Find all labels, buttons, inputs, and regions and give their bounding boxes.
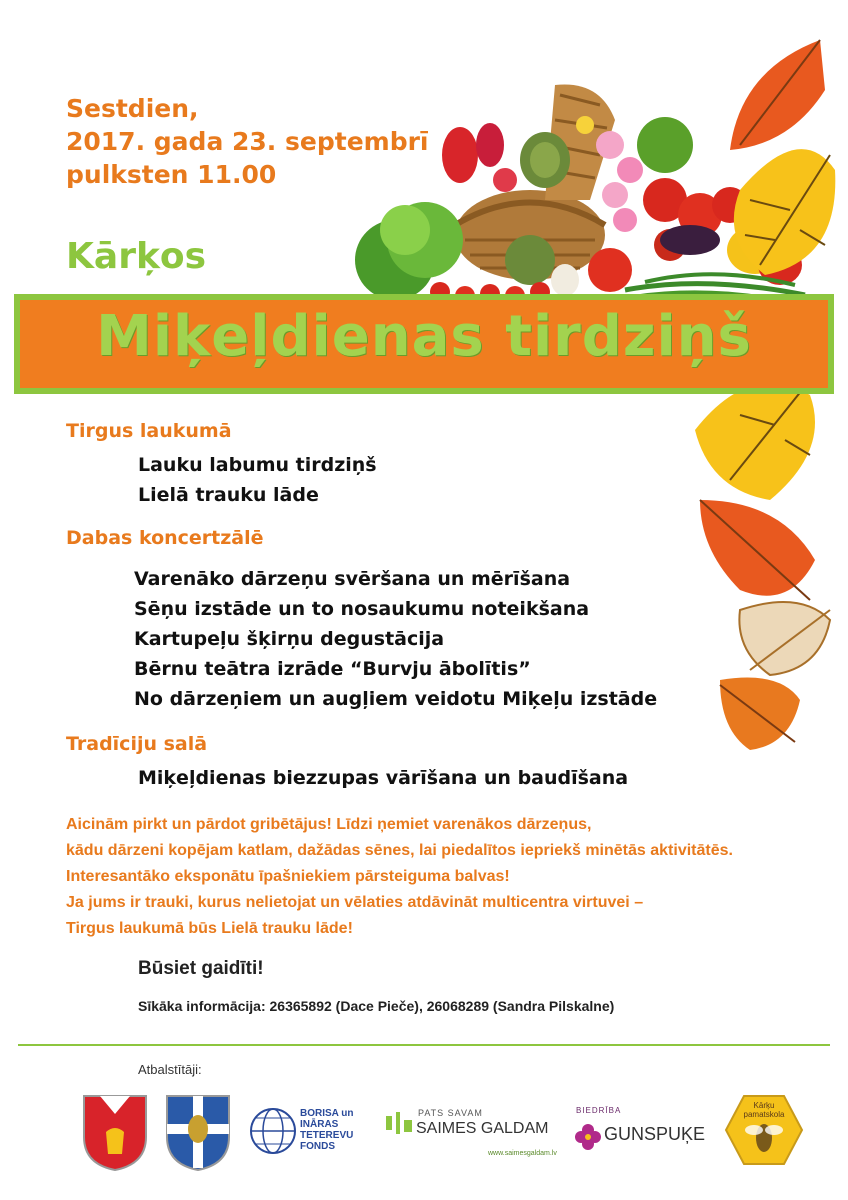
paragraph-line: Tirgus laukumā būs Lielā trauku lāde!: [66, 920, 353, 937]
saimes-galdam-logo: [380, 1108, 560, 1164]
activity-item: Kartupeļu šķirņu degustācija: [134, 628, 445, 650]
activity-item: Sēņu izstāde un to nosaukumu noteikšana: [134, 598, 590, 620]
divider-line: [18, 1044, 830, 1046]
section-heading-dabas: Dabas koncertzālē: [66, 527, 264, 549]
paragraph-line: Ja jums ir trauki, kurus nelietojat un vēlaties atdāvināt multicentra virtuvei –: [66, 894, 644, 911]
invitation-paragraph: [66, 812, 733, 942]
parish-coat-of-arms-logo: [163, 1092, 233, 1172]
sponsors-label: Atbalstītāji:: [138, 1062, 202, 1077]
date-line-1: Sestdien,: [66, 94, 199, 123]
karku-line-1: Kārķu: [753, 1101, 775, 1110]
section-heading-tirgus: Tirgus laukumā: [66, 420, 232, 442]
event-title: Miķeļdienas tirdziņš: [96, 304, 752, 369]
activity-item: Varenāko dārzeņu svēršana un mērīšana: [134, 568, 571, 590]
section-heading-tradiciju: Tradīciju salā: [66, 733, 208, 755]
paragraph-line: kādu dārzeni kopējam katlam, dažādas sēnes, lai piedalītos iepriekš minētās aktivitātēs.: [66, 842, 733, 859]
gunspuke-big-text: GUNSPUĶE: [604, 1124, 706, 1144]
welcome-text: Būsiet gaidīti!: [138, 958, 264, 979]
saimes-big-text: SAIMES GALDAM: [416, 1120, 549, 1137]
borisa-inaras-teterevu-fonds-logo: [248, 1104, 368, 1164]
activity-item: Miķeļdienas biezzupas vārīšana un baudīšana: [138, 767, 629, 789]
gunspuke-logo: [570, 1106, 720, 1162]
activity-item: Lauku labumu tirdziņš: [138, 454, 377, 476]
flower-icon: [572, 1120, 604, 1152]
date-line-2: 2017. gada 23. septembrī: [66, 127, 429, 156]
title-banner-inner: [20, 300, 828, 388]
borisa-line: INĀRAS: [300, 1119, 339, 1130]
paragraph-line: Aicinām pirkt un pārdot gribētājus! Līdzi ņemiet varenākos dārzeņus,: [66, 816, 592, 833]
contact-info: Sīkāka informācija: 26365892 (Dace Pieče), 26068289 (Sandra Pilskalne): [138, 998, 615, 1014]
globe-icon: [248, 1106, 298, 1156]
date-line-3: pulksten 11.00: [66, 160, 277, 189]
saimes-url-text: www.saimesgaldam.lv: [488, 1150, 557, 1157]
event-place: Kārķos: [66, 236, 207, 277]
borisa-line: BORISA un: [300, 1108, 354, 1119]
karku-line-2: pamatskola: [743, 1110, 785, 1119]
gunspuke-small-text: BIEDRĪBA: [576, 1106, 622, 1115]
karku-coat-of-arms-logo: [80, 1092, 150, 1172]
borisa-line: FONDS: [300, 1141, 335, 1152]
title-banner: [14, 294, 834, 394]
borisa-line: TETEREVU: [300, 1130, 354, 1141]
activity-item: Bērnu teātra izrāde “Burvju ābolītis”: [134, 658, 531, 680]
activity-item: No dārzeņiem un augļiem veidotu Miķeļu izstāde: [134, 688, 658, 710]
activity-item: Lielā trauku lāde: [138, 484, 319, 506]
garden-tools-icon: [382, 1110, 416, 1140]
saimes-small-text: PATS SAVAM: [418, 1108, 483, 1118]
paragraph-line: Interesantāko eksponātu īpašniekiem pārsteiguma balvas!: [66, 868, 510, 885]
